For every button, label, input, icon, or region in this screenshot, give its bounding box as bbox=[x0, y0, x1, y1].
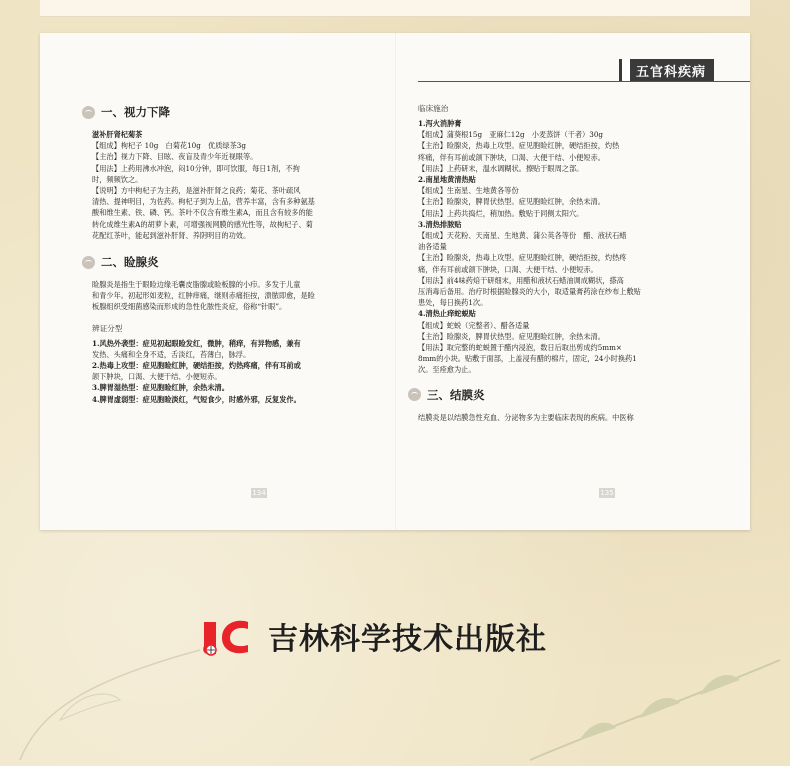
section-bullet-icon bbox=[82, 256, 95, 269]
text-line: 压消毒后备用。治疗时根据睑腺炎的大小，取适量膏药涂在纱布上敷贴 bbox=[418, 287, 641, 297]
text-line: 2.南星地黄清热贴 bbox=[418, 175, 476, 185]
text-line: 【组成】生南星、生地黄各等份 bbox=[418, 186, 519, 196]
publisher-logo bbox=[200, 614, 547, 658]
text-line: 4.清热止痒蛇蜕贴 bbox=[418, 309, 476, 319]
publisher-name: 吉林科学技术出版社 bbox=[268, 622, 547, 657]
section-title: 二、睑腺炎 bbox=[101, 255, 159, 270]
text-line: 疼痛，伴有耳前或颌下肿块，口渴、大便干结、小便短赤。 bbox=[418, 152, 605, 162]
left-page-content bbox=[92, 103, 360, 405]
section-body-stye bbox=[92, 279, 360, 313]
text-line: 3.清热排脓贴 bbox=[418, 219, 462, 229]
background-leaf-sketch bbox=[0, 590, 220, 766]
text-line: 【用法】上药研末，温水调糊状。擦贴于眼周之部。 bbox=[418, 163, 584, 173]
text-line: 油各适量 bbox=[418, 242, 447, 252]
text-line: 4.脾胃虚弱型：症见胞睑淡红，气短食少，时感外邪，反复发作。 bbox=[92, 394, 301, 404]
text-line: 【组成】天花粉、天南星、生地黄、蒲公英各等份 醋、液状石蜡 bbox=[418, 231, 627, 241]
text-line: 【组成】枸杞子 10g 白菊花10g 优质绿茶3g bbox=[92, 141, 246, 151]
text-line: 【主治】睑腺炎，热毒上攻型。症见胞睑红肿，硬结拒按，灼热 bbox=[418, 141, 620, 151]
chapter-tab bbox=[619, 59, 714, 81]
page-number-right: 135 bbox=[600, 489, 614, 497]
section-heading-conjunctivitis bbox=[408, 386, 690, 404]
text-line: 【组成】蒲葵根15g 亚麻仁12g 小麦蒸饼（干者）30g bbox=[418, 130, 603, 140]
subsection-label: 辨证分型 bbox=[92, 323, 123, 333]
text-line: 【主治】睑腺炎，热毒上攻型。症见胞睑红肿，硬结拒按，灼热疼 bbox=[418, 253, 627, 263]
publisher-emblem-icon bbox=[200, 614, 260, 658]
text-line: 8mm的小块。贴敷于面部，上盖浸有醋的棉片，固定，24小时换药1 bbox=[418, 354, 637, 364]
text-line: 痛，伴有耳前或颌下肿块，口渴、大便干结、小便短赤。 bbox=[418, 264, 598, 274]
text-line: 清热、提神明目，为佐药。枸杞子到为上品，营养丰富，含有多种氨基 bbox=[92, 197, 315, 207]
text-line: 滋补肝肾杞菊茶 bbox=[92, 130, 143, 139]
text-line: 次。至痊愈为止。 bbox=[418, 365, 476, 375]
text-line: 2.热毒上攻型：症见胞睑红肿，硬结拒按，灼热疼痛，伴有耳前或 bbox=[92, 361, 301, 371]
section-body-conjunctivitis bbox=[418, 412, 690, 423]
text-line: 和青少年。初起形如麦粒，红肿痒痛，继则赤痛拒按，溃脓即愈，是睑 bbox=[92, 291, 315, 301]
text-line: 睑腺炎是指生于眼睑边缘毛囊皮脂腺或睑板腺的小疖。多发于儿童 bbox=[92, 280, 301, 290]
left-page bbox=[40, 33, 395, 530]
text-line: 结膜炎是以结膜急性充血、分泌物多为主要临床表现的疾病。中医称 bbox=[418, 412, 634, 422]
section-title: 三、结膜炎 bbox=[427, 387, 485, 402]
text-line: 发热、头痛和全身不适，舌淡红，苔薄白，脉浮。 bbox=[92, 349, 251, 359]
section-heading-vision-loss bbox=[82, 103, 360, 121]
text-line: 患处，每日换药1次。 bbox=[418, 298, 488, 308]
text-line: 1.风热外袭型：症见初起眼睑发红，微肿，稍痒，有异物感，兼有 bbox=[92, 338, 301, 348]
text-line: 酸和维生素、铁、磷、钙。茶叶不仅含有维生素A，而且含有较多的能 bbox=[92, 208, 313, 218]
right-page-content bbox=[418, 103, 690, 423]
text-line: 【用法】取完整的蛇蜕置于醋内浸泡，数日后取出剪成约5mm× bbox=[418, 343, 622, 353]
text-line: 【主治】睑腺炎，脾胃伏热型。症见胞睑红肿，余热未清。 bbox=[418, 331, 605, 341]
subsection-label: 临床施治 bbox=[418, 104, 449, 113]
previous-page-edge bbox=[40, 0, 750, 17]
section-bullet-icon bbox=[408, 388, 421, 401]
text-line: 1.泻火消肿膏 bbox=[418, 119, 462, 128]
text-line: 【用法】前4味药焙干研细末，用醋和液状石蜡油调成糊状，搽高 bbox=[418, 275, 624, 285]
text-line: 时，频频饮之。 bbox=[92, 174, 143, 184]
section-title: 一、视力下降 bbox=[101, 105, 170, 119]
text-line: 板腺组织受细菌感染而形成的急性化脓性炎症，俗称“针眼”。 bbox=[92, 302, 287, 312]
chapter-tab-marker bbox=[619, 59, 630, 81]
syndrome-types-list bbox=[92, 338, 360, 405]
text-line: 【说明】方中枸杞子为主药，是滋补肝肾之良药；菊花、茶叶疏风 bbox=[92, 186, 301, 196]
text-line: 【组成】蛇蜕（完整者）、醋各适量 bbox=[418, 320, 530, 330]
page-number-left: 134 bbox=[252, 489, 266, 497]
book-spread bbox=[40, 33, 750, 530]
text-line: 【主治】视力下降、目眩、夜盲及青少年近视眼等。 bbox=[92, 152, 258, 162]
text-line: 【用法】上药用沸水冲泡，闷10分钟，即可饮服，每日1剂，不拘 bbox=[92, 163, 300, 173]
text-line: 花配红茶叶，能起到滋补肝肾、养阴明目的功效。 bbox=[92, 230, 251, 240]
right-page bbox=[396, 33, 750, 530]
text-line: 3.脾胃湿热型：症见胞睑红肿，余热未清。 bbox=[92, 383, 229, 393]
text-line: 颌下肿块，口渴、大便干结、小便短赤。 bbox=[92, 372, 222, 382]
text-line: 【主治】睑腺炎，脾胃伏热型。症见胞睑红肿，余热未清。 bbox=[418, 197, 605, 207]
background-branch-sketch bbox=[520, 640, 790, 766]
text-line: 【用法】上药共捣烂，稍加热。敷贴于同侧太阳穴。 bbox=[418, 208, 584, 218]
section-bullet-icon bbox=[82, 106, 95, 119]
section-body-vision-loss bbox=[92, 129, 360, 241]
header-rule bbox=[418, 81, 750, 82]
chapter-tab-label: 五官科疾病 bbox=[635, 64, 706, 80]
clinical-treatment-body bbox=[418, 118, 690, 376]
text-line: 转化成维生素A的胡萝卜素，可增强视网膜的感光性等，故枸杞子、菊 bbox=[92, 219, 313, 229]
section-heading-stye bbox=[82, 253, 360, 271]
